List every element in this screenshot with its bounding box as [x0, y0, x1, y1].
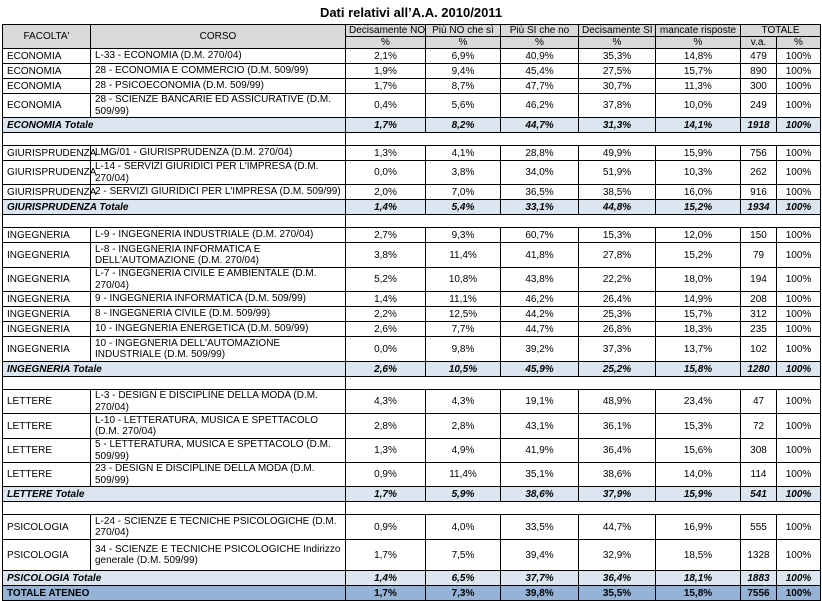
cell-total-value: 100%	[777, 200, 821, 215]
cell-value: 2,8%	[346, 414, 426, 439]
cell-value: 7,5%	[426, 540, 501, 571]
cell-corso: L-10 - LETTERATURA, MUSICA E SPETTACOLO (D.M. 270/04)	[91, 414, 346, 439]
cell-corso: L-8 - INGEGNERIA INFORMATICA E DELL'AUTOMAZIONE (D.M. 270/04)	[91, 243, 346, 268]
cell-grand-total-value: 7556	[741, 586, 777, 601]
cell-value: 100%	[777, 337, 821, 362]
cell-value: 2,6%	[346, 322, 426, 337]
cell-value: 19,1%	[501, 390, 579, 414]
cell-value: 12,5%	[426, 307, 501, 322]
cell-value: 7,7%	[426, 322, 501, 337]
grand-total-row	[3, 586, 821, 601]
course-row	[3, 463, 821, 487]
spacer-cell-left	[3, 377, 346, 390]
cell-value: 1,7%	[346, 540, 426, 571]
cell-total-value: 1280	[741, 362, 777, 377]
col-header-facolta: FACOLTA'	[3, 25, 91, 49]
cell-total-value: 44,8%	[579, 200, 656, 215]
col-subheader-pct: %	[656, 37, 741, 49]
col-header-decisamente-no: Decisamente NO	[346, 25, 426, 37]
table-header	[3, 25, 821, 49]
cell-value: 100%	[777, 463, 821, 487]
cell-value: 39,2%	[501, 337, 579, 362]
cell-value: 100%	[777, 439, 821, 463]
spacer-cell-left	[3, 502, 346, 515]
cell-value: 100%	[777, 161, 821, 185]
cell-value: 9,4%	[426, 64, 501, 79]
cell-value: 0,0%	[346, 337, 426, 362]
cell-value: 308	[741, 439, 777, 463]
cell-total-value: 1,4%	[346, 200, 426, 215]
cell-value: 36,5%	[501, 185, 579, 200]
cell-corso: 28 - PSICOECONOMIA (D.M. 509/99)	[91, 79, 346, 94]
course-row	[3, 161, 821, 185]
col-subheader-pct: %	[426, 37, 501, 49]
spacer-row	[3, 133, 821, 146]
cell-value: 15,7%	[656, 64, 741, 79]
cell-value: 60,7%	[501, 228, 579, 243]
cell-value: 0,9%	[346, 515, 426, 540]
cell-total-value: 45,9%	[501, 362, 579, 377]
spacer-cell-right	[346, 377, 821, 390]
cell-value: 15,3%	[579, 228, 656, 243]
cell-value: 10,8%	[426, 268, 501, 292]
cell-value: 100%	[777, 185, 821, 200]
cell-value: 2,0%	[346, 185, 426, 200]
cell-value: 208	[741, 292, 777, 307]
cell-value: 35,1%	[501, 463, 579, 487]
results-table	[2, 24, 821, 601]
cell-value: 262	[741, 161, 777, 185]
cell-value: 0,9%	[346, 463, 426, 487]
cell-total-value: 10,5%	[426, 362, 501, 377]
cell-value: 15,6%	[656, 439, 741, 463]
cell-value: 4,3%	[426, 390, 501, 414]
col-subheader-pct: %	[501, 37, 579, 49]
course-row	[3, 307, 821, 322]
cell-value: 100%	[777, 414, 821, 439]
cell-value: 13,7%	[656, 337, 741, 362]
cell-value: 47,7%	[501, 79, 579, 94]
col-header-piu-no-che-si: Più NO che sì	[426, 25, 501, 37]
cell-value: 38,6%	[579, 463, 656, 487]
col-subheader-va: v.a.	[741, 37, 777, 49]
cell-facolta: ECONOMIA	[3, 64, 91, 79]
section-total-row	[3, 118, 821, 133]
cell-value: 14,0%	[656, 463, 741, 487]
cell-corso: LMG/01 - GIURISPRUDENZA (D.M. 270/04)	[91, 146, 346, 161]
cell-corso: L-3 - DESIGN E DISCIPLINE DELLA MODA (D.M. 270/04)	[91, 390, 346, 414]
cell-value: 1,4%	[346, 292, 426, 307]
cell-total-value: 1934	[741, 200, 777, 215]
cell-value: 45,4%	[501, 64, 579, 79]
course-row	[3, 414, 821, 439]
cell-facolta: LETTERE	[3, 463, 91, 487]
cell-value: 2,1%	[346, 49, 426, 64]
section-total-label: GIURISPRUDENZA Totale	[3, 200, 346, 215]
cell-value: 3,8%	[426, 161, 501, 185]
cell-value: 44,7%	[501, 322, 579, 337]
cell-value: 43,8%	[501, 268, 579, 292]
cell-corso: 10 - INGEGNERIA DELL'AUTOMAZIONE INDUSTRIALE (D.M. 509/99)	[91, 337, 346, 362]
spacer-row	[3, 377, 821, 390]
cell-value: 8,7%	[426, 79, 501, 94]
cell-value: 235	[741, 322, 777, 337]
col-subheader-pct: %	[579, 37, 656, 49]
course-row	[3, 228, 821, 243]
cell-facolta: ECONOMIA	[3, 49, 91, 64]
cell-value: 150	[741, 228, 777, 243]
course-row	[3, 49, 821, 64]
spacer-cell-right	[346, 215, 821, 228]
cell-value: 44,7%	[579, 515, 656, 540]
cell-value: 555	[741, 515, 777, 540]
cell-value: 10,3%	[656, 161, 741, 185]
course-row	[3, 64, 821, 79]
cell-value: 15,9%	[656, 146, 741, 161]
grand-total-label: TOTALE ATENEO	[3, 586, 346, 601]
cell-value: 9,3%	[426, 228, 501, 243]
cell-value: 22,2%	[579, 268, 656, 292]
cell-total-value: 5,4%	[426, 200, 501, 215]
cell-value: 44,2%	[501, 307, 579, 322]
cell-facolta: GIURISPRUDENZA	[3, 185, 91, 200]
course-row	[3, 540, 821, 571]
cell-value: 28,8%	[501, 146, 579, 161]
col-header-decisamente-si: Decisamente SI	[579, 25, 656, 37]
cell-value: 33,5%	[501, 515, 579, 540]
cell-value: 300	[741, 79, 777, 94]
cell-total-value: 25,2%	[579, 362, 656, 377]
cell-facolta: INGEGNERIA	[3, 322, 91, 337]
col-subheader-pct: %	[777, 37, 821, 49]
cell-value: 0,4%	[346, 94, 426, 118]
cell-total-value: 100%	[777, 487, 821, 502]
cell-value: 1328	[741, 540, 777, 571]
cell-value: 48,9%	[579, 390, 656, 414]
spacer-row	[3, 215, 821, 228]
cell-value: 36,1%	[579, 414, 656, 439]
cell-total-value: 15,9%	[656, 487, 741, 502]
cell-total-value: 15,8%	[656, 362, 741, 377]
cell-value: 38,5%	[579, 185, 656, 200]
cell-value: 37,8%	[579, 94, 656, 118]
section-total-label: PSICOLOGIA Totale	[3, 571, 346, 586]
cell-value: 18,0%	[656, 268, 741, 292]
cell-facolta: GIURISPRUDENZA	[3, 146, 91, 161]
cell-value: 15,3%	[656, 414, 741, 439]
cell-value: 100%	[777, 49, 821, 64]
cell-value: 14,8%	[656, 49, 741, 64]
cell-corso: 9 - INGEGNERIA INFORMATICA (D.M. 509/99)	[91, 292, 346, 307]
cell-value: 46,2%	[501, 94, 579, 118]
cell-value: 18,3%	[656, 322, 741, 337]
course-row	[3, 515, 821, 540]
cell-value: 26,8%	[579, 322, 656, 337]
cell-value: 1,9%	[346, 64, 426, 79]
cell-value: 26,4%	[579, 292, 656, 307]
cell-value: 100%	[777, 322, 821, 337]
spacer-cell-right	[346, 133, 821, 146]
cell-facolta: INGEGNERIA	[3, 228, 91, 243]
cell-value: 72	[741, 414, 777, 439]
cell-value: 34,0%	[501, 161, 579, 185]
cell-value: 5,6%	[426, 94, 501, 118]
course-row	[3, 439, 821, 463]
cell-corso: 34 - SCIENZE E TECNICHE PSICOLOGICHE Indirizzo generale (D.M. 509/99)	[91, 540, 346, 571]
col-subheader-pct: %	[346, 37, 426, 49]
cell-value: 1,7%	[346, 79, 426, 94]
course-row	[3, 337, 821, 362]
cell-value: 6,9%	[426, 49, 501, 64]
cell-corso: L-9 - INGEGNERIA INDUSTRIALE (D.M. 270/04)	[91, 228, 346, 243]
cell-value: 100%	[777, 64, 821, 79]
col-header-mancate-risposte: mancate risposte	[656, 25, 741, 37]
cell-value: 15,2%	[656, 243, 741, 268]
cell-value: 40,9%	[501, 49, 579, 64]
cell-value: 100%	[777, 243, 821, 268]
cell-facolta: INGEGNERIA	[3, 268, 91, 292]
cell-total-value: 100%	[777, 571, 821, 586]
cell-corso: 28 - ECONOMIA E COMMERCIO (D.M. 509/99)	[91, 64, 346, 79]
cell-value: 100%	[777, 146, 821, 161]
cell-facolta: GIURISPRUDENZA	[3, 161, 91, 185]
cell-corso: 5 - LETTERATURA, MUSICA E SPETTACOLO (D.M. 509/99)	[91, 439, 346, 463]
col-header-totale: TOTALE	[741, 25, 821, 37]
cell-total-value: 100%	[777, 362, 821, 377]
cell-total-value: 37,9%	[579, 487, 656, 502]
cell-corso: 8 - INGEGNERIA CIVILE (D.M. 509/99)	[91, 307, 346, 322]
cell-corso: L-33 - ECONOMIA (D.M. 270/04)	[91, 49, 346, 64]
section-total-row	[3, 487, 821, 502]
cell-total-value: 5,9%	[426, 487, 501, 502]
section-total-row	[3, 200, 821, 215]
cell-value: 100%	[777, 94, 821, 118]
cell-facolta: ECONOMIA	[3, 94, 91, 118]
cell-value: 11,4%	[426, 463, 501, 487]
cell-value: 194	[741, 268, 777, 292]
cell-total-value: 31,3%	[579, 118, 656, 133]
section-total-row	[3, 362, 821, 377]
cell-total-value: 18,1%	[656, 571, 741, 586]
cell-value: 756	[741, 146, 777, 161]
cell-value: 11,1%	[426, 292, 501, 307]
cell-value: 37,3%	[579, 337, 656, 362]
cell-facolta: ECONOMIA	[3, 79, 91, 94]
cell-value: 12,0%	[656, 228, 741, 243]
cell-value: 4,9%	[426, 439, 501, 463]
cell-value: 32,9%	[579, 540, 656, 571]
cell-facolta: INGEGNERIA	[3, 307, 91, 322]
spacer-cell-right	[346, 502, 821, 515]
cell-value: 30,7%	[579, 79, 656, 94]
section-total-label: INGEGNERIA Totale	[3, 362, 346, 377]
cell-value: 2,8%	[426, 414, 501, 439]
cell-value: 23,4%	[656, 390, 741, 414]
section-total-label: ECONOMIA Totale	[3, 118, 346, 133]
cell-value: 100%	[777, 268, 821, 292]
cell-value: 114	[741, 463, 777, 487]
cell-value: 1,3%	[346, 146, 426, 161]
cell-value: 100%	[777, 228, 821, 243]
cell-total-value: 37,7%	[501, 571, 579, 586]
cell-value: 15,7%	[656, 307, 741, 322]
course-row	[3, 390, 821, 414]
section-total-label: LETTERE Totale	[3, 487, 346, 502]
cell-grand-total-value: 7,3%	[426, 586, 501, 601]
cell-facolta: LETTERE	[3, 439, 91, 463]
cell-value: 79	[741, 243, 777, 268]
cell-value: 9,8%	[426, 337, 501, 362]
cell-facolta: INGEGNERIA	[3, 337, 91, 362]
cell-grand-total-value: 35,5%	[579, 586, 656, 601]
cell-value: 51,9%	[579, 161, 656, 185]
cell-total-value: 33,1%	[501, 200, 579, 215]
cell-total-value: 8,2%	[426, 118, 501, 133]
cell-total-value: 38,6%	[501, 487, 579, 502]
cell-value: 916	[741, 185, 777, 200]
col-header-corso: CORSO	[91, 25, 346, 49]
cell-value: 2,7%	[346, 228, 426, 243]
cell-grand-total-value: 1,7%	[346, 586, 426, 601]
cell-value: 27,5%	[579, 64, 656, 79]
cell-value: 312	[741, 307, 777, 322]
cell-total-value: 2,6%	[346, 362, 426, 377]
cell-total-value: 36,4%	[579, 571, 656, 586]
cell-grand-total-value: 15,8%	[656, 586, 741, 601]
cell-value: 16,9%	[656, 515, 741, 540]
course-row	[3, 185, 821, 200]
cell-total-value: 1883	[741, 571, 777, 586]
cell-value: 1,3%	[346, 439, 426, 463]
cell-value: 2,2%	[346, 307, 426, 322]
cell-value: 46,2%	[501, 292, 579, 307]
cell-value: 41,8%	[501, 243, 579, 268]
cell-facolta: LETTERE	[3, 414, 91, 439]
cell-value: 3,8%	[346, 243, 426, 268]
cell-value: 100%	[777, 292, 821, 307]
cell-value: 7,0%	[426, 185, 501, 200]
cell-value: 4,3%	[346, 390, 426, 414]
cell-value: 18,5%	[656, 540, 741, 571]
course-row	[3, 322, 821, 337]
cell-value: 35,3%	[579, 49, 656, 64]
cell-value: 5,2%	[346, 268, 426, 292]
cell-value: 4,1%	[426, 146, 501, 161]
cell-corso: 23 - DESIGN E DISCIPLINE DELLA MODA (D.M. 509/99)	[91, 463, 346, 487]
cell-total-value: 541	[741, 487, 777, 502]
cell-corso: 2 - SERVIZI GIURIDICI PER L'IMPRESA (D.M. 509/99)	[91, 185, 346, 200]
cell-total-value: 1,4%	[346, 571, 426, 586]
course-row	[3, 292, 821, 307]
cell-facolta: INGEGNERIA	[3, 292, 91, 307]
cell-value: 43,1%	[501, 414, 579, 439]
cell-total-value: 6,5%	[426, 571, 501, 586]
cell-total-value: 14,1%	[656, 118, 741, 133]
cell-value: 10,0%	[656, 94, 741, 118]
course-row	[3, 268, 821, 292]
section-total-row	[3, 571, 821, 586]
course-row	[3, 94, 821, 118]
cell-total-value: 100%	[777, 118, 821, 133]
cell-facolta: INGEGNERIA	[3, 243, 91, 268]
cell-total-value: 15,2%	[656, 200, 741, 215]
spacer-cell-left	[3, 215, 346, 228]
cell-total-value: 44,7%	[501, 118, 579, 133]
cell-value: 890	[741, 64, 777, 79]
cell-value: 11,3%	[656, 79, 741, 94]
cell-facolta: PSICOLOGIA	[3, 540, 91, 571]
cell-value: 47	[741, 390, 777, 414]
cell-value: 41,9%	[501, 439, 579, 463]
cell-corso: L-24 - SCIENZE E TECNICHE PSICOLOGICHE (D.M. 270/04)	[91, 515, 346, 540]
cell-value: 49,9%	[579, 146, 656, 161]
spacer-cell-left	[3, 133, 346, 146]
cell-corso: L-14 - SERVIZI GIURIDICI PER L'IMPRESA (D.M. 270/04)	[91, 161, 346, 185]
cell-value: 479	[741, 49, 777, 64]
cell-value: 100%	[777, 390, 821, 414]
cell-value: 36,4%	[579, 439, 656, 463]
cell-corso: 10 - INGEGNERIA ENERGETICA (D.M. 509/99)	[91, 322, 346, 337]
cell-value: 16,0%	[656, 185, 741, 200]
cell-corso: L-7 - INGEGNERIA CIVILE E AMBIENTALE (D.M. 270/04)	[91, 268, 346, 292]
cell-total-value: 1,7%	[346, 118, 426, 133]
course-row	[3, 243, 821, 268]
cell-value: 39,4%	[501, 540, 579, 571]
cell-value: 100%	[777, 540, 821, 571]
cell-value: 249	[741, 94, 777, 118]
cell-value: 14,9%	[656, 292, 741, 307]
cell-value: 11,4%	[426, 243, 501, 268]
cell-value: 27,8%	[579, 243, 656, 268]
cell-grand-total-value: 100%	[777, 586, 821, 601]
cell-total-value: 1,7%	[346, 487, 426, 502]
cell-value: 100%	[777, 515, 821, 540]
cell-corso: 28 - SCIENZE BANCARIE ED ASSICURATIVE (D.M. 509/99)	[91, 94, 346, 118]
cell-value: 25,3%	[579, 307, 656, 322]
cell-value: 100%	[777, 307, 821, 322]
course-row	[3, 79, 821, 94]
cell-grand-total-value: 39,8%	[501, 586, 579, 601]
cell-total-value: 1918	[741, 118, 777, 133]
col-header-piu-si-che-no: Più SI che no	[501, 25, 579, 37]
cell-value: 0,0%	[346, 161, 426, 185]
cell-facolta: LETTERE	[3, 390, 91, 414]
cell-value: 102	[741, 337, 777, 362]
course-row	[3, 146, 821, 161]
cell-facolta: PSICOLOGIA	[3, 515, 91, 540]
cell-value: 4,0%	[426, 515, 501, 540]
cell-value: 100%	[777, 79, 821, 94]
page-title: Dati relativi all’A.A. 2010/2011	[319, 5, 503, 20]
spacer-row	[3, 502, 821, 515]
